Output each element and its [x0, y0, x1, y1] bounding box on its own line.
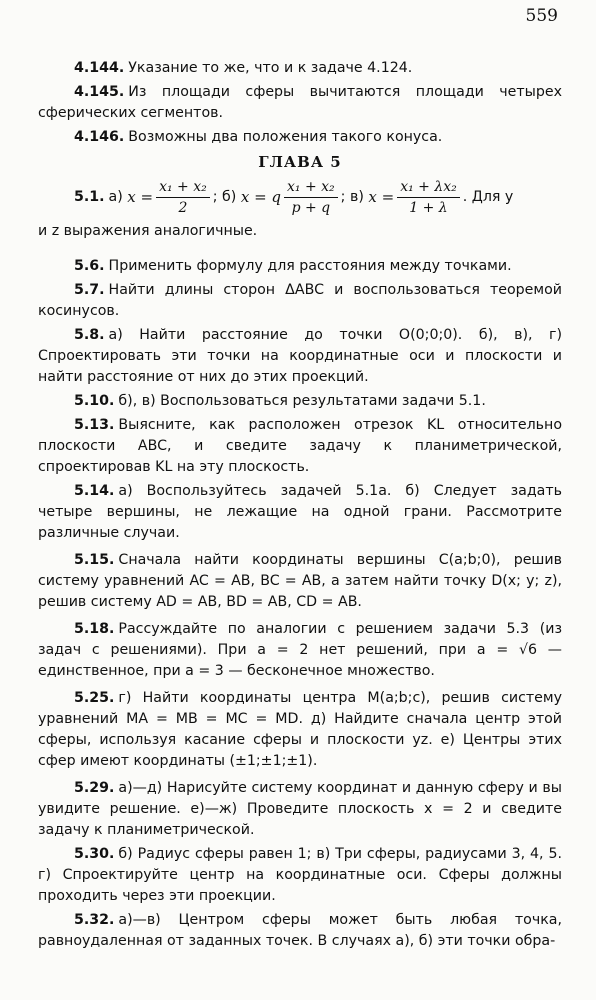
part-b-lhs: x = q [240, 188, 282, 206]
note-4-146 [38, 127, 562, 148]
note-number: 5.6. [74, 258, 105, 275]
note-text: Выясните, как расположен отрезок KL относительно плоскости ABC, и сведите задачу к планиметрической, спроектировав KL на эту плоскость. [38, 417, 562, 476]
note-text: Рассуждайте по аналогии с решением задачи 5.3 (из задач с решениями). При a = 2 нет решений, при a = √6 — единственное, при a = 3 — бесконечное множество. [38, 621, 562, 680]
note-5-29 [38, 778, 562, 841]
part-a-lhs: x = [127, 188, 154, 206]
note-5-30 [38, 844, 562, 907]
note-text: г) Найти координаты центра M(a;b;c), решив систему уравнений MA = MB = MC = MD. д) Найдите сначала центр этой сферы, используя касание сферы и плоскости yz. е) Центры этих сфер имеют координаты (±1;±1;±1). [38, 690, 562, 770]
note-number: 5.30. [74, 846, 115, 863]
note-number: 4.145. [74, 84, 125, 100]
note-5-10 [38, 391, 562, 412]
note-number: 5.13. [74, 417, 115, 434]
note-number: 5.1. [74, 189, 105, 205]
note-number: 5.14. [74, 483, 115, 500]
note-text: Возможны два положения такого конуса. [128, 129, 443, 145]
note-text: Применить формулу для расстояния между точками. [108, 258, 512, 275]
part-a-label: а) [108, 189, 123, 205]
note-4-145 [38, 82, 562, 124]
note-5-8 [38, 325, 562, 388]
fraction-a-denominator: 2 [178, 200, 188, 216]
part-c-lhs: x = [368, 188, 395, 206]
fraction-a [156, 177, 210, 218]
note-text: Указание то же, что и к задаче 4.124. [128, 60, 413, 76]
note-number: 5.18. [74, 621, 115, 638]
page-body [38, 58, 562, 955]
note-5-13 [38, 415, 562, 478]
note-text: б) Радиус сферы равен 1; в) Три сферы, радиусами 3, 4, 5. г) Спроектируйте центр на координатные оси. Сферы должны проходить через эти проекции. [38, 846, 562, 905]
part-b-label: б) [222, 189, 237, 205]
note-number: 5.7. [74, 282, 105, 299]
note-text: Сначала найти координаты вершины C(a;b;0), решив систему уравнений AC = AB, BC = AB, а затем найти точку D(x; y; z), решив систему AD = AB, BD = AB, CD = AB. [38, 552, 562, 611]
separator: ; [340, 189, 346, 205]
note-text: а)—в) Центром сферы может быть любая точка, равноудаленная от заданных точек. В случаях а), б) эти точки обра- [38, 912, 562, 950]
note-5-14 [38, 481, 562, 544]
note-text: Из площади сферы вычитаются площади четырех сферических сегментов. [38, 84, 562, 121]
fraction-b [284, 177, 338, 218]
separator: ; [212, 189, 218, 205]
fraction-b-denominator: p + q [291, 200, 331, 216]
note-number: 5.15. [74, 552, 115, 569]
note-number: 5.25. [74, 690, 115, 707]
note-text: а) Найти расстояние до точки O(0;0;0). б), в), г) Спроектировать эти точки на координатные оси и плоскости и найти расстояние от них до этих проекций. [38, 327, 562, 386]
note-5-7 [38, 280, 562, 322]
note-tail: . Для y [462, 189, 514, 205]
note-5-25 [38, 688, 562, 772]
fraction-a-numerator: x₁ + x₂ [156, 177, 210, 198]
note-text: Найти длины сторон ΔABC и воспользоваться теоремой косинусов. [38, 282, 562, 320]
note-text: б), в) Воспользоваться результатами задачи 5.1. [118, 393, 486, 410]
fraction-c [397, 177, 460, 218]
fraction-b-numerator: x₁ + x₂ [284, 177, 338, 198]
part-c-label: в) [349, 189, 364, 205]
note-number: 4.144. [74, 60, 125, 76]
chapter-heading: ГЛАВА 5 [258, 153, 342, 171]
note-number: 5.10. [74, 393, 115, 410]
fraction-c-numerator: x₁ + λx₂ [397, 177, 460, 198]
note-5-15 [38, 550, 562, 613]
fraction-c-denominator: 1 + λ [409, 200, 448, 216]
note-text: а) Воспользуйтесь задачей 5.1а. б) Следует задать четыре вершины, не лежащие на одной грани. Рассмотрите различные случаи. [38, 483, 562, 542]
note-number: 5.29. [74, 780, 115, 797]
note-5-6 [38, 256, 562, 277]
page-number: 559 [525, 6, 558, 26]
note-5-18 [38, 619, 562, 682]
note-5-1 [38, 177, 562, 218]
note-number: 5.32. [74, 912, 115, 929]
note-text: а)—д) Нарисуйте систему координат и данную сферу и вы увидите решение. е)—ж) Проведите плоскость x = 2 и сведите задачу к планиметрической. [38, 780, 562, 839]
note-5-1-continuation: и z выражения аналогичные. [38, 223, 258, 239]
note-4-144 [38, 58, 562, 79]
note-5-32 [38, 910, 562, 952]
note-number: 5.8. [74, 327, 105, 344]
note-number: 4.146. [74, 129, 125, 145]
